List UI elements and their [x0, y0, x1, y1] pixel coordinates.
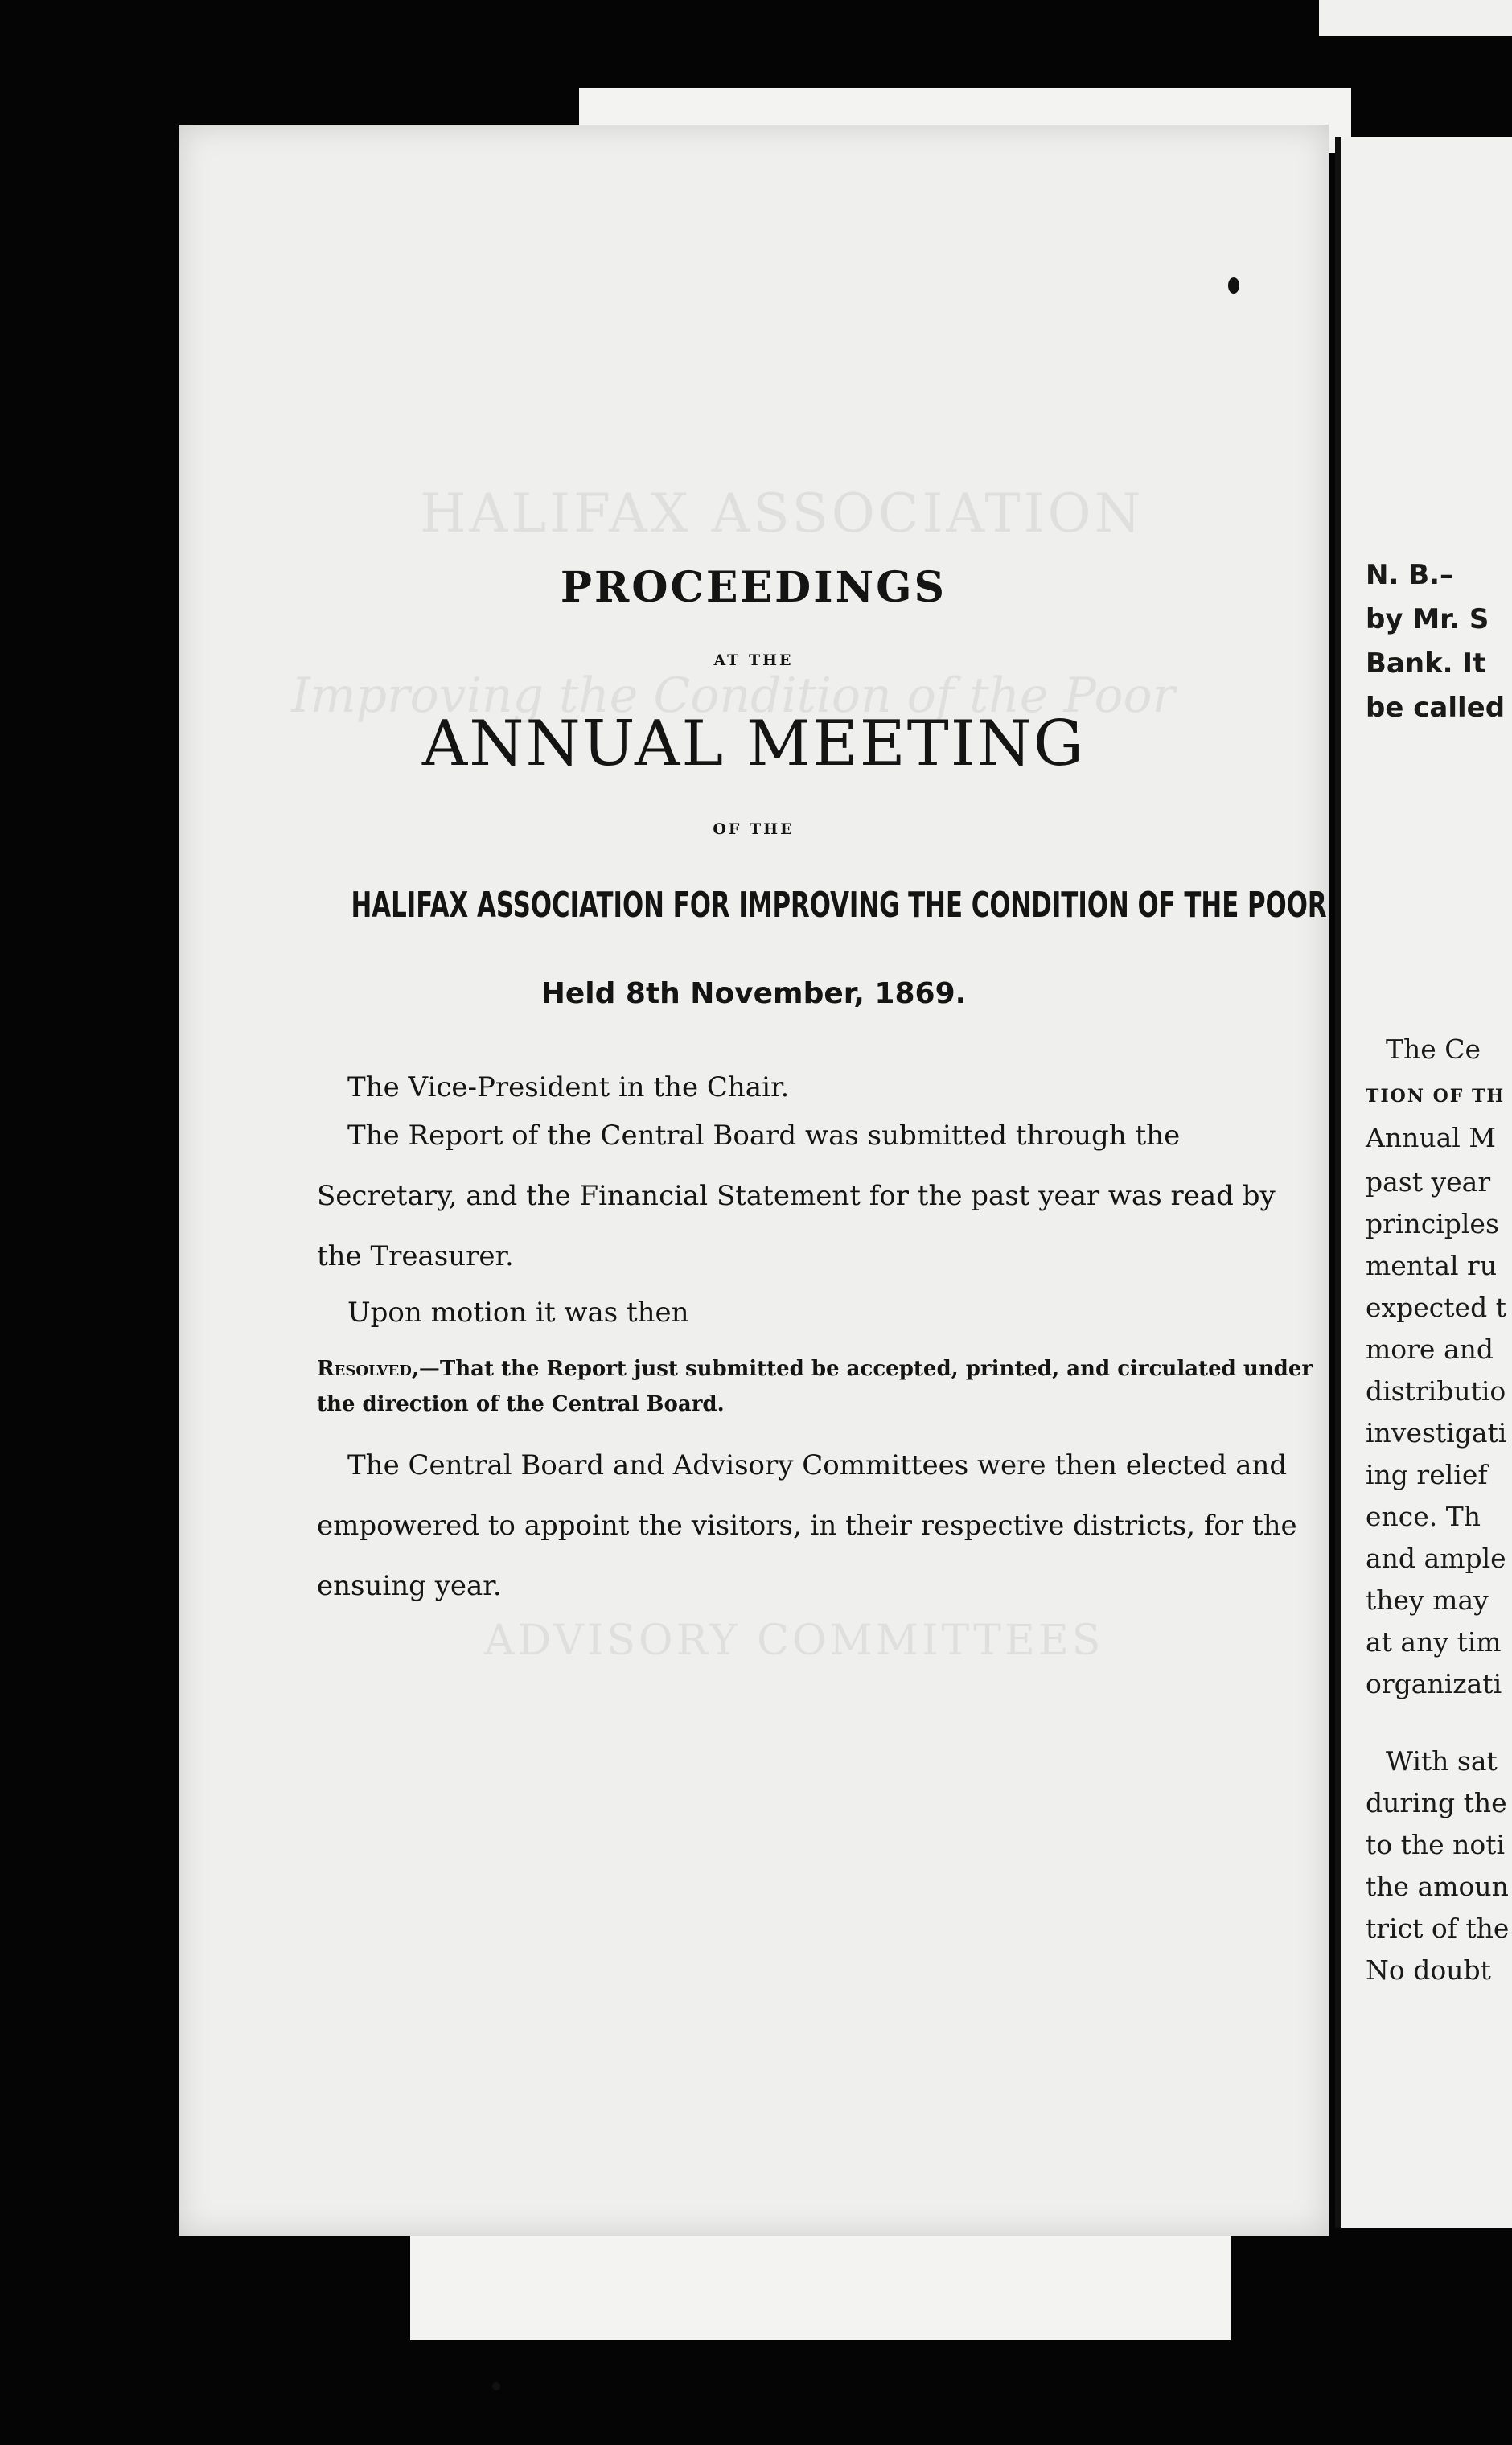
facing-page [1335, 137, 1512, 2228]
facing-line: they may [1366, 1584, 1489, 1616]
facing-line: to the noti [1366, 1829, 1506, 1860]
paragraph-elected: The Central Board and Advisory Committees were then elected and empowered to appoint the visitors, in their respective districts, for the ensuing year. [317, 1449, 1297, 1602]
facing-line: trict of the [1366, 1913, 1510, 1944]
facing-line: N. B.– [1366, 559, 1454, 591]
paragraph-chair: The Vice-President in the Chair. [347, 1071, 790, 1103]
facing-line: investigati [1366, 1417, 1507, 1449]
subtitle-connector: AT THE [713, 651, 794, 669]
facing-line: With sat [1386, 1745, 1498, 1777]
facing-line: be called [1366, 692, 1506, 724]
subtitle-connector: OF THE [713, 820, 795, 838]
meeting-date: Held 8th November, 1869. [540, 977, 967, 1010]
facing-line: Annual M [1366, 1122, 1497, 1153]
background-sheet-edge [1319, 0, 1512, 36]
facing-line: past year [1366, 1166, 1491, 1198]
resolution-label: Resolved, [317, 1357, 419, 1381]
resolution-text: —That the Report just submitted be accepted, printed, and circulated under the direction of the Central Board. [317, 1357, 1313, 1416]
ink-spot [492, 2382, 500, 2390]
facing-line: The Ce [1386, 1033, 1481, 1065]
document-page [179, 125, 1329, 2236]
ink-spot [1228, 277, 1239, 294]
facing-line: TION OF TH [1366, 1086, 1506, 1107]
facing-line: ing relief [1366, 1459, 1488, 1490]
paragraph-report: The Report of the Central Board was submitted through the Secretary, and the Financial Statement for the past year was read by the Treasurer. [317, 1120, 1276, 1272]
facing-line: Bank. It [1366, 647, 1486, 680]
facing-line: by Mr. S [1366, 603, 1489, 635]
bleed-through-text: Improving the Condition of the Poor [291, 668, 1176, 724]
organization-name: HALIFAX ASSOCIATION FOR IMPROVING THE CONDITION OF THE POOR [351, 885, 1327, 926]
facing-line: mental ru [1366, 1250, 1498, 1281]
facing-line: the amoun [1366, 1871, 1509, 1902]
bleed-through-text: HALIFAX ASSOCIATION [420, 483, 1144, 544]
paragraph-resolution [317, 1351, 1314, 1422]
facing-line: during the [1366, 1787, 1507, 1818]
facing-line: at any tim [1366, 1626, 1502, 1658]
facing-line: principles [1366, 1208, 1499, 1239]
facing-line: ence. Th [1366, 1501, 1481, 1532]
document-title: PROCEEDINGS [560, 563, 947, 612]
facing-line: No doubt [1366, 1954, 1491, 1986]
paragraph-motion: Upon motion it was then [347, 1296, 689, 1329]
facing-line: organizati [1366, 1668, 1502, 1699]
facing-line: more and [1366, 1333, 1494, 1365]
facing-line: and ample [1366, 1543, 1506, 1574]
meeting-title: ANNUAL MEETING [421, 708, 1086, 780]
facing-line: expected t [1366, 1292, 1506, 1323]
facing-line: distributio [1366, 1375, 1506, 1407]
bleed-through-text: ADVISORY COMMITTEES [484, 1617, 1104, 1665]
